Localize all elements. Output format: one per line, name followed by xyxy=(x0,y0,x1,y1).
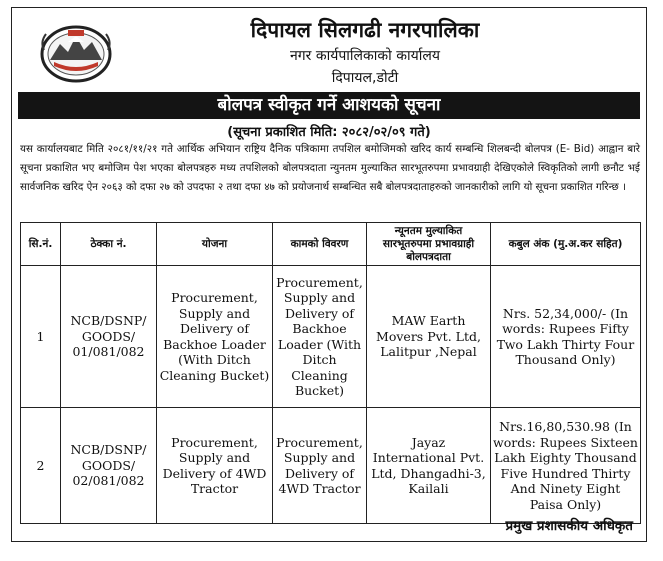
header-bidder: न्यूनतम मुल्याकित सारभूतरुपमा प्रभावग्राही बोलपत्रदाता xyxy=(367,223,491,266)
header-project: योजना xyxy=(157,223,273,266)
notice-title-banner: बोलपत्र स्वीकृत गर्ने आशयको सूचना xyxy=(18,92,640,119)
header-work-description: कामको विवरण xyxy=(273,223,367,266)
row-bidder: MAW Earth Movers Pvt. Ltd, Lalitpur ,Nepal xyxy=(367,266,491,408)
office-subtitle: नगर कार्यपालिकाको कार्यालय xyxy=(290,48,440,64)
row-sn: 1 xyxy=(21,266,61,408)
row-amount: Nrs. 52,34,000/- (In words: Rupees Fifty Two Lakh Thirty Four Thousand Only) xyxy=(491,266,641,408)
row-contract-no: NCB/DSNP/ GOODS/ 01/081/082 xyxy=(61,266,157,408)
table-row xyxy=(21,408,641,524)
table-row xyxy=(21,266,641,408)
row-work-description: Procurement, Supply and Delivery of Backhoe Loader (With Ditch Cleaning Bucket) xyxy=(273,266,367,408)
row-project: Procurement, Supply and Delivery of 4WD Tractor xyxy=(157,408,273,524)
row-amount: Nrs.16,80,530.98 (In words: Rupees Sixteen Lakh Eighty Thousand Five Hundred Thirty And Ninety Eight Paisa Only) xyxy=(491,408,641,524)
office-location: दिपायल,डोटी xyxy=(331,70,399,86)
signatory: प्रमुख प्रशासकीय अधिकृत xyxy=(505,518,633,534)
office-name: दिपायल सिलगढी नगरपालिका xyxy=(250,18,480,42)
row-work-description: Procurement, Supply and Delivery of 4WD Tractor xyxy=(273,408,367,524)
bid-acceptance-table xyxy=(20,222,641,524)
header-contract-no: ठेक्का नं. xyxy=(61,223,157,266)
notice-body: यस कार्यालयबाट मिति २०८१/११/२१ गते आर्थिक अभियान राष्ट्रिय दैनिक पत्रिकामा तपशिल बमोजिमको खरिद कार्य सम्बन्धि शिलबन्दी बोलपत्र (E- Bid) आह्वान बारे सूचना प्रकाशित भए बमोजिम पेश भएका बोलपत्रहरु मध्य तपशिलको बोलपत्रदाता न्युनतम मुल्याकित सारभूतरुपमा प्रभावग्राही देखिएकोले स्विकृतिको लागी छनौट भई सार्वजनिक खरिद ऐन २०६३ को दफा २७ को उपदफा २ तथा दफा ४७ को प्रयोजनार्थ सम्बन्धित सबै बोलपत्रदाताहरुको जानकारीको लागि यो सूचना प्रकाशित गरिन्छ । xyxy=(20,143,640,193)
publication-date: (सूचना प्रकाशित मिति: २०८२/०२/०९ गते) xyxy=(227,125,431,140)
header-sn: सि.नं. xyxy=(21,223,61,266)
row-bidder: Jayaz International Pvt. Ltd, Dhangadhi-3, Kailali xyxy=(367,408,491,524)
row-contract-no: NCB/DSNP/ GOODS/ 02/081/082 xyxy=(61,408,157,524)
row-project: Procurement, Supply and Delivery of Backhoe Loader (With Ditch Cleaning Bucket) xyxy=(157,266,273,408)
table-header-row xyxy=(21,223,641,266)
municipality-emblem-icon xyxy=(38,22,114,84)
row-sn: 2 xyxy=(21,408,61,524)
header-amount: कबुल अंक (मु.अ.कर सहित) xyxy=(491,223,641,266)
